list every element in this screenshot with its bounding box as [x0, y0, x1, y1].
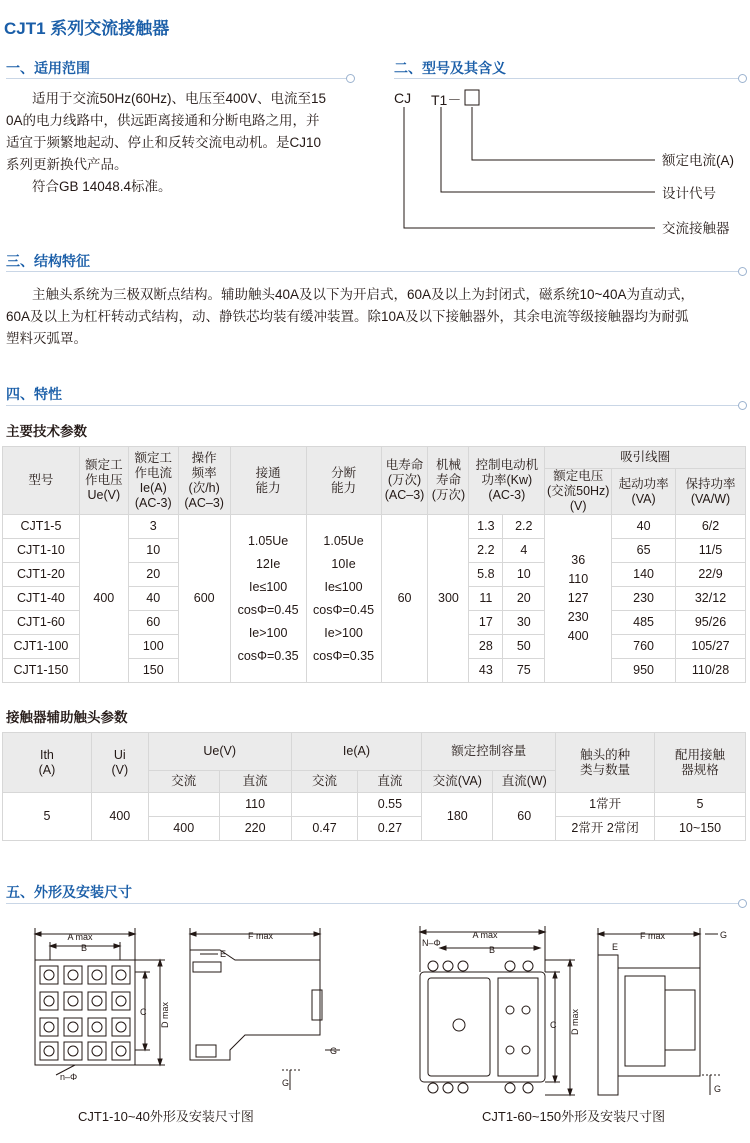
th-breaking-capacity: 分断 能力 [306, 447, 381, 515]
dim-e-2: E [612, 942, 619, 952]
cell-model: CJT1-100 [3, 635, 80, 659]
cell-rated-current: 100 [128, 635, 178, 659]
th-holding-power: 保持功率 (VA/W) [676, 469, 746, 515]
making-line: cosΦ=0.35 [237, 648, 299, 663]
cell-power-b: 75 [503, 659, 545, 683]
cell-ui: 400 [91, 793, 148, 841]
dim-a-max-2: A max [472, 930, 498, 940]
divider-dot [738, 899, 747, 908]
coil-voltage-value: 110 [568, 572, 589, 586]
cell-starting-power: 950 [612, 659, 676, 683]
making-line: Ie>100 [248, 625, 288, 640]
cell-power-b: 2.2 [503, 515, 545, 539]
cell-rated-current: 3 [128, 515, 178, 539]
cell-power-b: 20 [503, 587, 545, 611]
aux-contact-table [2, 732, 746, 841]
dim-f-max: F max [248, 931, 274, 941]
section-heading-scope: 一、适用范围 [6, 60, 90, 76]
dim-c: C [140, 1007, 147, 1017]
model-label-contactor: 交流接触器 [662, 221, 730, 236]
scope-line-5: 符合GB 14048.4标准。 [32, 179, 172, 194]
th-ui: Ui (V) [91, 733, 148, 793]
cell-power-a: 17 [469, 611, 503, 635]
breaking-line: Ie>100 [324, 625, 363, 640]
table2-caption: 接触器辅助触头参数 [6, 710, 128, 725]
cell-ie-dc-r1: 0.55 [358, 793, 422, 817]
th-coil-voltage: 额定电压 (交流50Hz) (V) [545, 469, 612, 515]
th-ie-dc: 直流 [358, 771, 422, 793]
cell-power-b: 10 [503, 563, 545, 587]
th-starting-power: 起动功率 (VA) [612, 469, 676, 515]
cell-holding-power: 105/27 [676, 635, 746, 659]
th-coil: 吸引线圈 [545, 447, 746, 469]
cell-model: CJT1-150 [3, 659, 80, 683]
cell-ie-dc-r2: 0.27 [358, 817, 422, 841]
cell-electrical-life: 60 [381, 515, 428, 683]
cell-ue-ac-r1 [148, 793, 219, 817]
model-design-t1: T1－ [431, 92, 462, 108]
cell-model: CJT1-5 [3, 515, 80, 539]
cell-power-a: 28 [469, 635, 503, 659]
th-ie-ac: 交流 [291, 771, 358, 793]
dim-g-lower: G [282, 1078, 290, 1088]
cell-power-a: 1.3 [469, 515, 503, 539]
breaking-line: Ie≤100 [324, 579, 363, 594]
th-cap-ac: 交流(VA) [422, 771, 493, 793]
cell-ith: 5 [3, 793, 92, 841]
th-ith: Ith (A) [3, 733, 92, 793]
cell-breaking-capacity [306, 515, 381, 683]
coil-voltage-value: 230 [567, 610, 589, 624]
dim-n-phi-2: N–Φ [422, 938, 441, 948]
cell-model: CJT1-40 [3, 587, 80, 611]
dim-d-max: D max [160, 1001, 170, 1028]
scope-line-4: 系列更新换代产品。 [6, 157, 128, 172]
section-heading-structure: 三、结构特征 [6, 253, 90, 269]
dim-g-lower-2: G [714, 1084, 722, 1094]
divider-dot [738, 267, 747, 276]
cell-holding-power: 95/26 [676, 611, 746, 635]
structure-line-1: 主触头系统为三极双断点结构。辅助触头40A及以下为开启式，60A及以上为封闭式，磁系统10~40A为直动式， [32, 287, 694, 302]
cell-kind-r1: 1常开 [556, 793, 655, 817]
divider [6, 78, 346, 79]
cell-mechanical-life: 300 [428, 515, 469, 683]
cell-rated-current: 20 [128, 563, 178, 587]
th-control-capacity: 额定控制容量 [422, 733, 556, 771]
making-line: 1.05Ue [247, 533, 289, 548]
cell-model: CJT1-60 [3, 611, 80, 635]
section-heading-characteristics: 四、特性 [6, 386, 62, 402]
th-electrical-life: 电寿命 (万次) (AC–3) [381, 447, 428, 515]
dim-b-2: B [488, 945, 496, 955]
cell-rated-current: 150 [128, 659, 178, 683]
making-line: 12Ie [255, 556, 281, 571]
coil-voltage-value: 400 [567, 629, 589, 643]
th-ue: Ue(V) [148, 733, 291, 771]
section-heading-dimensions: 五、外形及安装尺寸 [6, 884, 132, 900]
coil-voltage-value: 36 [571, 553, 586, 567]
th-motor-power: 控制电动机 功率(Kw) (AC-3) [469, 447, 545, 515]
cell-rated-voltage: 400 [79, 515, 128, 683]
table-row [3, 515, 746, 539]
cell-frequency: 600 [178, 515, 230, 683]
cell-coil-voltage [545, 515, 612, 683]
table1-caption: 主要技术参数 [6, 424, 87, 439]
divider-dot [346, 74, 355, 83]
cell-ue-ac-r2: 400 [148, 817, 219, 841]
cell-model: CJT1-20 [3, 563, 80, 587]
cell-rated-current: 60 [128, 611, 178, 635]
structure-line-3: 塑料灭弧罩。 [6, 331, 87, 346]
breaking-line: cosΦ=0.35 [313, 648, 375, 663]
model-prefix-cj: CJ [394, 90, 412, 106]
cell-starting-power: 760 [612, 635, 676, 659]
th-contact-type: 触头的种 类与数量 [556, 733, 655, 793]
dim-d-max-2: D max [570, 1008, 580, 1035]
divider [394, 78, 739, 79]
making-line: Ie≤100 [249, 579, 288, 594]
scope-line-3: 适宜于频繁地起动、停止和反转交流电动机。是CJ10 [6, 135, 322, 150]
th-matching-contactor: 配用接触 器规格 [655, 733, 746, 793]
th-rated-current: 额定工 作电流 Ie(A) (AC-3) [128, 447, 178, 515]
dim-c-2: C [550, 1020, 557, 1030]
cell-ie-ac-r2: 0.47 [291, 817, 358, 841]
th-making-capacity: 接通 能力 [230, 447, 306, 515]
scope-line-2: 0A的电力线路中，供远距离接通和分断电路之用，并 [6, 113, 320, 128]
cell-starting-power: 485 [612, 611, 676, 635]
model-leader-ext [515, 150, 655, 240]
breaking-line: 1.05Ue [323, 533, 364, 548]
th-mechanical-life: 机械 寿命 (万次) [428, 447, 469, 515]
cell-ue-dc-r2: 220 [219, 817, 291, 841]
table1-body [3, 515, 746, 683]
cell-match-r2: 10~150 [655, 817, 746, 841]
model-placeholder-box [465, 90, 479, 105]
cell-power-b: 50 [503, 635, 545, 659]
cell-match-r1: 5 [655, 793, 746, 817]
model-bracket-lines [395, 88, 515, 238]
cell-starting-power: 140 [612, 563, 676, 587]
page-title: CJT1 系列交流接触器 [4, 19, 170, 38]
cell-model: CJT1-10 [3, 539, 80, 563]
cell-rated-current: 40 [128, 587, 178, 611]
cell-rated-current: 10 [128, 539, 178, 563]
dim-f-max-2: F max [640, 931, 666, 941]
cell-holding-power: 22/9 [676, 563, 746, 587]
main-parameters-table [2, 446, 746, 683]
th-ie: Ie(A) [291, 733, 422, 771]
cell-starting-power: 230 [612, 587, 676, 611]
dim-g-upper: G [330, 1046, 338, 1056]
cell-starting-power: 40 [612, 515, 676, 539]
th-cap-dc: 直流(W) [493, 771, 556, 793]
th-model: 型号 [3, 447, 80, 515]
cell-making-capacity [230, 515, 306, 683]
cell-starting-power: 65 [612, 539, 676, 563]
cell-kind-r2: 2常开 2常闭 [556, 817, 655, 841]
cell-holding-power: 110/28 [676, 659, 746, 683]
cell-power-a: 11 [469, 587, 503, 611]
divider [6, 271, 738, 272]
cell-ue-dc-r1: 110 [219, 793, 291, 817]
breaking-line: 10Ie [331, 556, 356, 571]
drawing-caption-right: CJT1-60~150外形及安装尺寸图 [482, 1109, 666, 1124]
scope-line-1: 适用于交流50Hz(60Hz)、电压至400V、电流至15 [32, 91, 327, 106]
cell-power-b: 4 [503, 539, 545, 563]
th-ue-ac: 交流 [148, 771, 219, 793]
dim-a-max: A max [67, 932, 93, 942]
section-heading-model: 二、型号及其含义 [394, 60, 506, 76]
th-operating-frequency: 操作 频率 (次/h) (AC–3) [178, 447, 230, 515]
dim-g-upper-2: G [720, 930, 728, 940]
dim-e: E [220, 949, 227, 959]
dim-b: B [80, 943, 88, 953]
divider-dot [738, 401, 747, 410]
cell-holding-power: 32/12 [676, 587, 746, 611]
th-rated-voltage: 额定工 作电压 Ue(V) [79, 447, 128, 515]
drawing-cjt1-10-40 [20, 920, 360, 1095]
divider [6, 903, 738, 904]
cell-holding-power: 11/5 [676, 539, 746, 563]
structure-line-2: 60A及以上为杠杆转动式结构，动、静铁芯均装有缓冲装置。除10A及以下接触器外，其余电流等级接触器均为耐弧 [6, 309, 689, 324]
coil-voltage-value: 127 [567, 591, 589, 605]
cell-power-b: 30 [503, 611, 545, 635]
cell-cap-ac: 180 [422, 793, 493, 841]
drawing-cjt1-60-150 [400, 920, 740, 1100]
cell-cap-dc: 60 [493, 793, 556, 841]
divider [6, 405, 738, 406]
model-label-design: 设计代号 [662, 186, 716, 201]
cell-power-a: 2.2 [469, 539, 503, 563]
drawing-caption-left: CJT1-10~40外形及安装尺寸图 [78, 1109, 254, 1124]
divider-dot [738, 74, 747, 83]
cell-holding-power: 6/2 [676, 515, 746, 539]
making-line: cosΦ=0.45 [237, 602, 299, 617]
model-label-current: 额定电流(A) [662, 153, 734, 168]
dim-n-phi: n–Φ [60, 1072, 78, 1082]
th-ue-dc: 直流 [219, 771, 291, 793]
cell-ie-ac-r1 [291, 793, 358, 817]
breaking-line: cosΦ=0.45 [313, 602, 375, 617]
cell-power-a: 43 [469, 659, 503, 683]
cell-power-a: 5.8 [469, 563, 503, 587]
